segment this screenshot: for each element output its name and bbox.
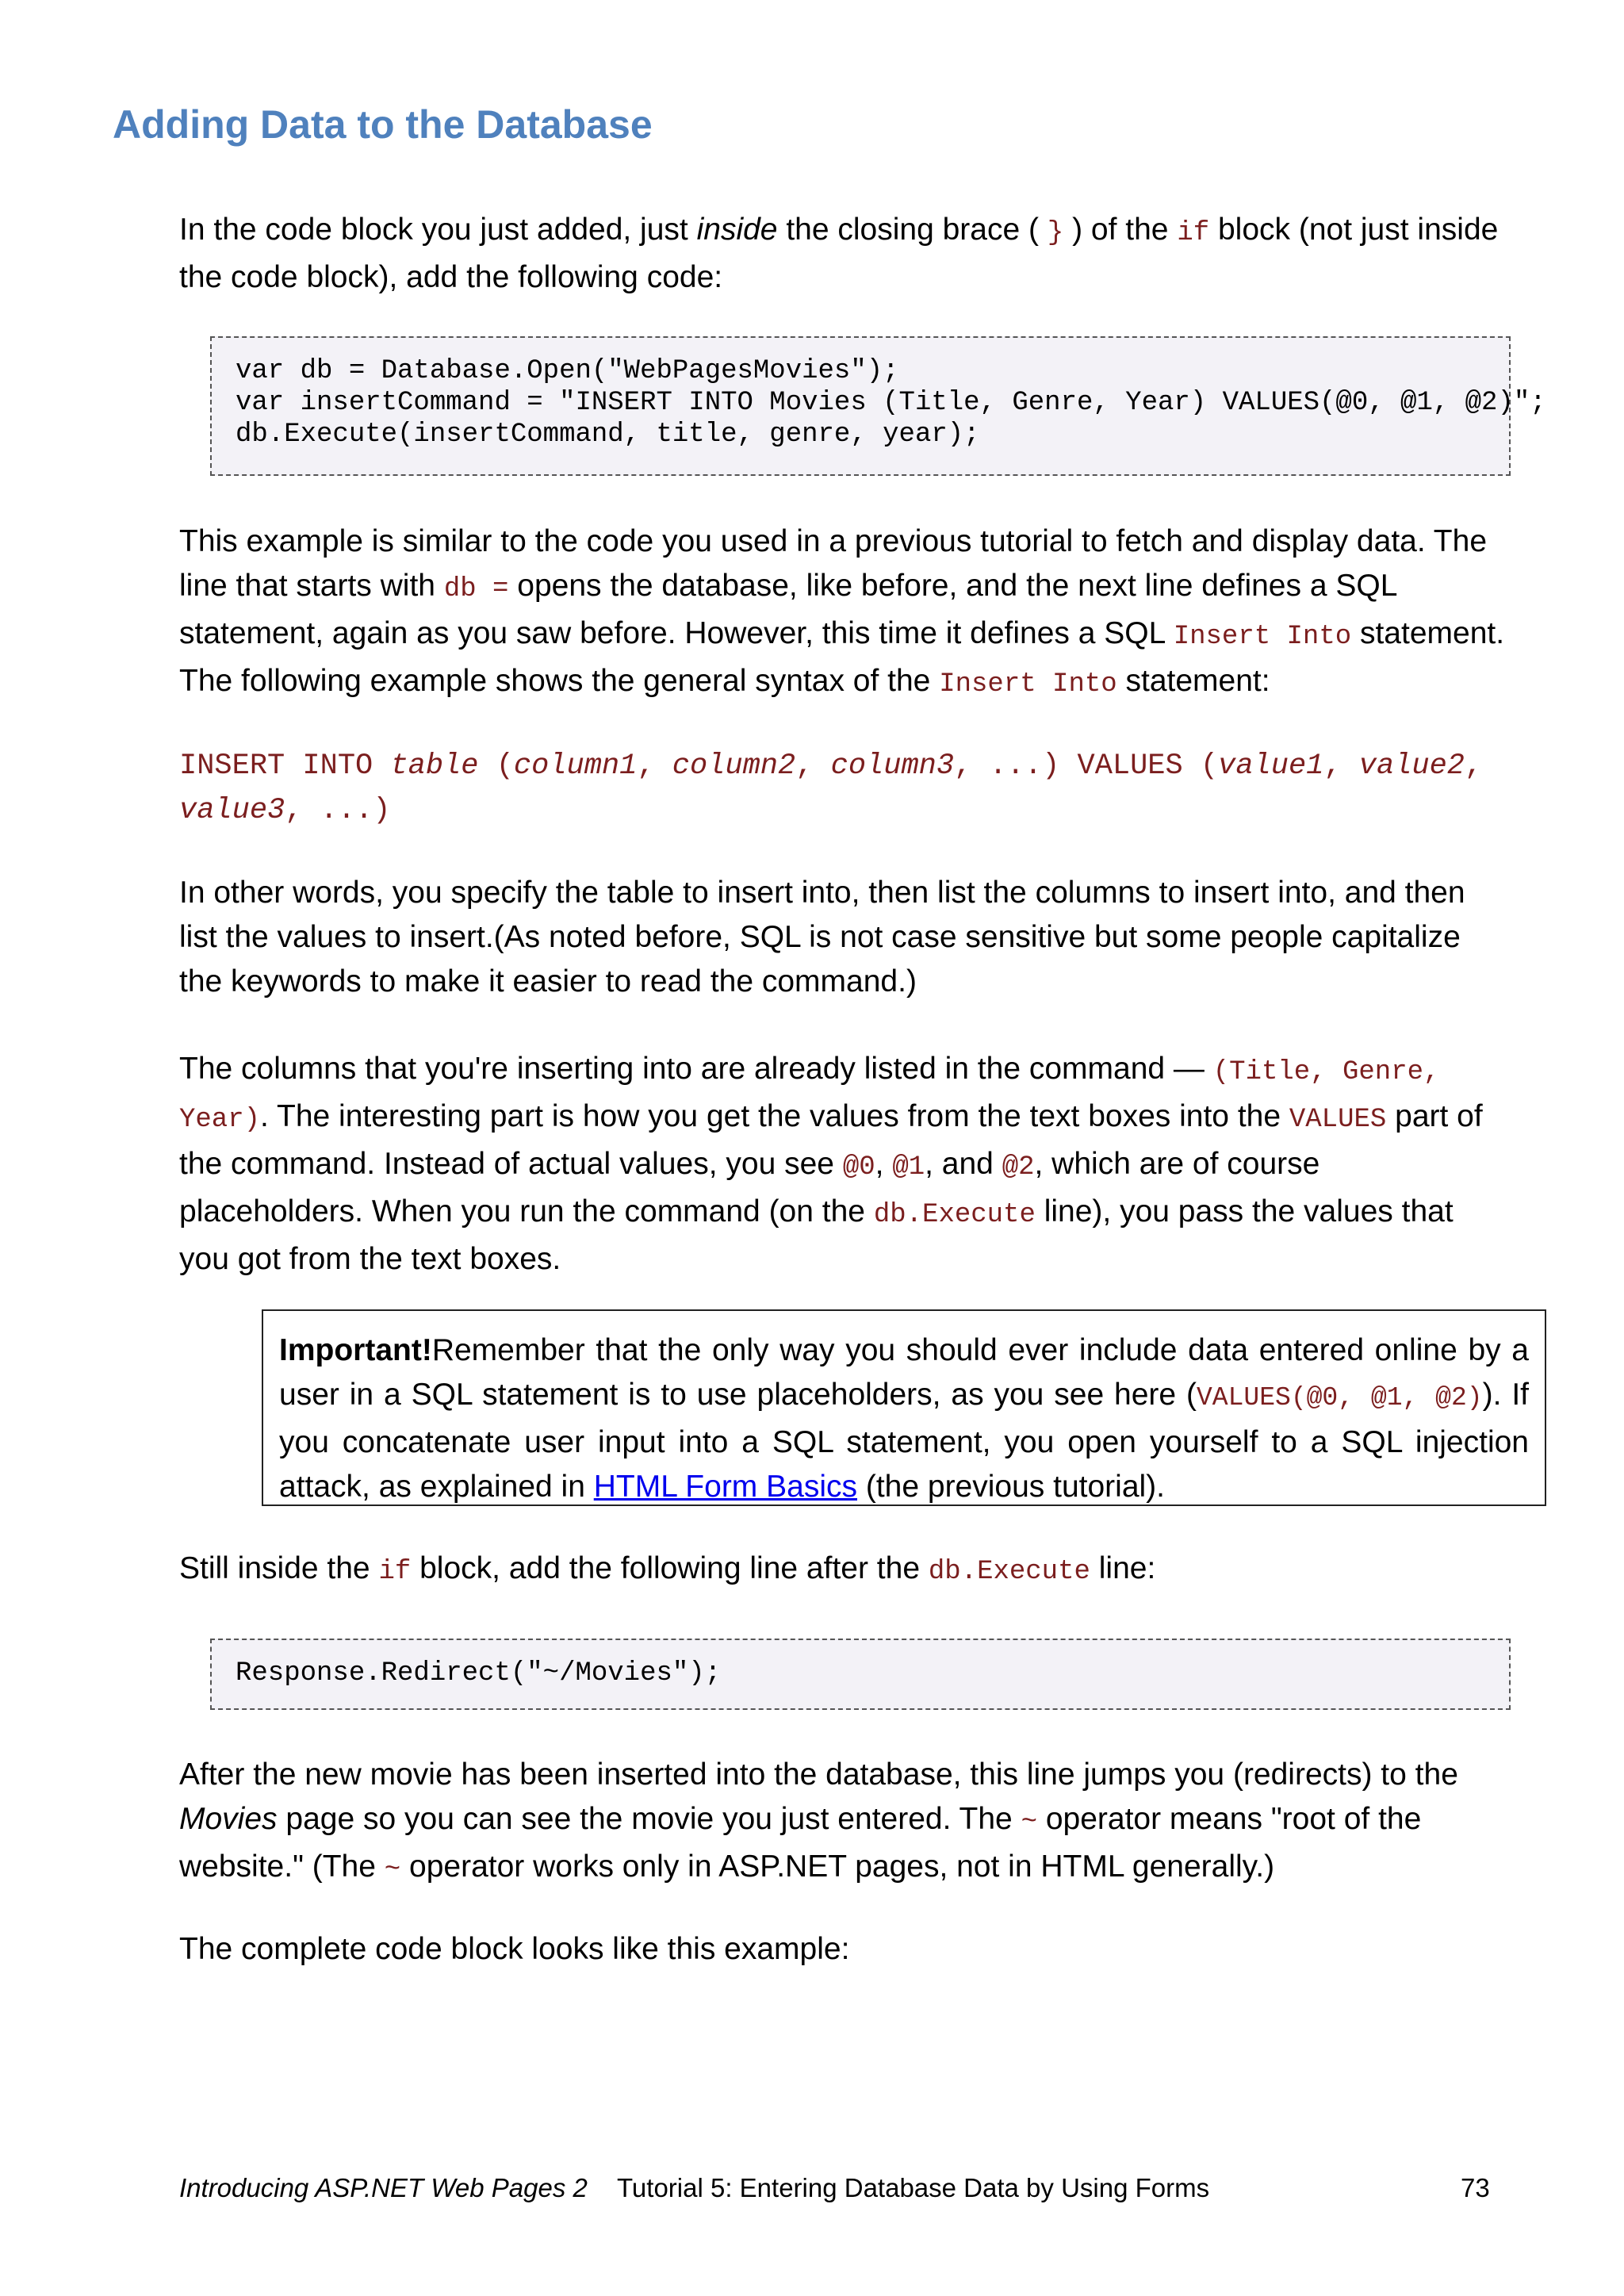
text: The columns that you're inserting into are already listed in the command —: [179, 1052, 1213, 1086]
inline-code: ~: [384, 1855, 401, 1885]
text: line), you pass the values that you got from the text boxes.: [179, 1194, 1454, 1276]
paragraph-explanation: [179, 519, 1511, 707]
paragraph-still-inside: [179, 1547, 1511, 1594]
syntax-placeholder: value2: [1358, 749, 1465, 783]
paragraph-after-insert: [179, 1753, 1511, 1892]
syntax-placeholder: column1: [513, 749, 638, 783]
syntax-punct: ,: [1323, 749, 1359, 783]
code-line: var insertCommand = "INSERT INTO Movies (Title, Genre, Year) VALUES(@0, @1, @2)";: [236, 388, 1546, 418]
syntax-placeholder: column2: [672, 749, 796, 783]
inline-code: }: [1047, 218, 1064, 248]
inline-code: Insert Into: [939, 669, 1117, 700]
code-line: Response.Redirect("~/Movies");: [236, 1658, 722, 1688]
text: . The interesting part is how you get the values from the text boxes into the: [260, 1099, 1289, 1133]
paragraph-columns: [179, 1047, 1511, 1282]
paragraph-complete-block: The complete code block looks like this example:: [179, 1932, 850, 1966]
syntax-placeholder: column3: [830, 749, 955, 783]
syntax-punct: ,: [1465, 749, 1483, 783]
text: statement. The following example shows the general syntax of the: [179, 616, 1505, 698]
syntax-punct: (: [478, 749, 514, 783]
text: part of the command. Instead of actual values, you see: [179, 1099, 1483, 1181]
footer-chapter-title: Tutorial 5: Entering Database Data by Using Forms: [617, 2173, 1210, 2202]
footer-page-number: 73: [1461, 2173, 1490, 2202]
paragraph-other-words: In other words, you specify the table to insert into, then list the columns to insert into, and then list the values to insert.(As noted before, SQL is not case sensitive but some people capitalize the keywords to make it easier to read the command.): [179, 876, 1465, 999]
note-label: Important!: [279, 1333, 432, 1367]
text: line:: [1090, 1551, 1156, 1585]
syntax-placeholder: value3: [179, 794, 285, 827]
text: operator works only in ASP.NET pages, not in HTML generally.): [400, 1849, 1275, 1884]
text: (the previous tutorial).: [857, 1470, 1166, 1504]
code-block-redirect: [210, 1639, 1511, 1710]
inline-code: if: [378, 1557, 412, 1587]
footer-book-title: Introducing ASP.NET Web Pages 2: [179, 2173, 588, 2202]
html-form-basics-link[interactable]: HTML Form Basics: [593, 1470, 857, 1504]
syntax-keyword: INSERT INTO: [179, 749, 391, 783]
text: block, add the following line after the: [411, 1551, 929, 1585]
section-heading: Adding Data to the Database: [113, 102, 653, 147]
syntax-placeholder: value1: [1218, 749, 1324, 783]
text: statement:: [1116, 664, 1270, 698]
text: Remember that the only way you should ever include data entered online by a user in a SQL statement is to use placeholders, as you see here (: [279, 1333, 1529, 1412]
syntax-punct: ,: [795, 749, 831, 783]
inline-code: if: [1177, 218, 1210, 248]
inline-code: db.Execute: [873, 1200, 1036, 1230]
inline-code: db.Execute: [928, 1557, 1090, 1587]
syntax-placeholder: table: [390, 749, 479, 783]
inline-code: VALUES: [1289, 1105, 1387, 1135]
code-line: var db = Database.Open("WebPagesMovies");: [236, 356, 899, 386]
inline-code: @0: [842, 1152, 875, 1182]
sql-syntax-example: [179, 744, 1511, 833]
syntax-punct: , ...): [285, 794, 391, 827]
text: This example is similar to the code you used in a previous tutorial to fetch and display data. The line that starts with: [179, 524, 1488, 603]
text: the closing brace (: [777, 213, 1048, 247]
syntax-punct: ,: [637, 749, 672, 783]
text: After the new movie has been inserted into the database, this line jumps you (redirects) to the: [179, 1757, 1458, 1792]
text: page so you can see the movie you just entered. The: [277, 1802, 1021, 1836]
inline-code: @2: [1002, 1152, 1035, 1182]
text: Still inside the: [179, 1551, 379, 1585]
code-line: db.Execute(insertCommand, title, genre, year);: [236, 420, 980, 450]
text: ) of the: [1063, 213, 1178, 247]
text: opens the database, like before, and the next line defines a SQL statement, again as you saw before. However, this time it defines a SQL: [179, 569, 1396, 650]
paragraph-intro: [179, 208, 1511, 300]
emphasis: inside: [696, 213, 778, 247]
inline-code: ~: [1021, 1807, 1037, 1838]
text: ). If you concatenate user input into a SQL statement, you open yourself to a SQL injection attack, as explained in: [279, 1378, 1529, 1504]
text: ,: [875, 1147, 893, 1181]
text: block (not just inside the code block), add the following code:: [179, 213, 1499, 294]
important-note-box: [262, 1309, 1546, 1506]
text: , and: [925, 1147, 1002, 1181]
inline-code: Insert Into: [1173, 622, 1352, 652]
text: , which are of course placeholders. When you run the command (on the: [179, 1147, 1320, 1228]
inline-code: (Title, Genre, Year): [179, 1057, 1440, 1135]
text: In the code block you just added, just: [179, 213, 697, 247]
inline-code: VALUES(@0, @1, @2): [1197, 1383, 1483, 1412]
text: operator means "root of the website." (The: [179, 1802, 1422, 1884]
inline-code: db =: [443, 574, 509, 604]
code-block-insert: [210, 336, 1546, 476]
inline-code: @1: [892, 1152, 925, 1182]
syntax-keyword: , ...) VALUES (: [954, 749, 1219, 783]
emphasis: Movies: [179, 1802, 278, 1836]
